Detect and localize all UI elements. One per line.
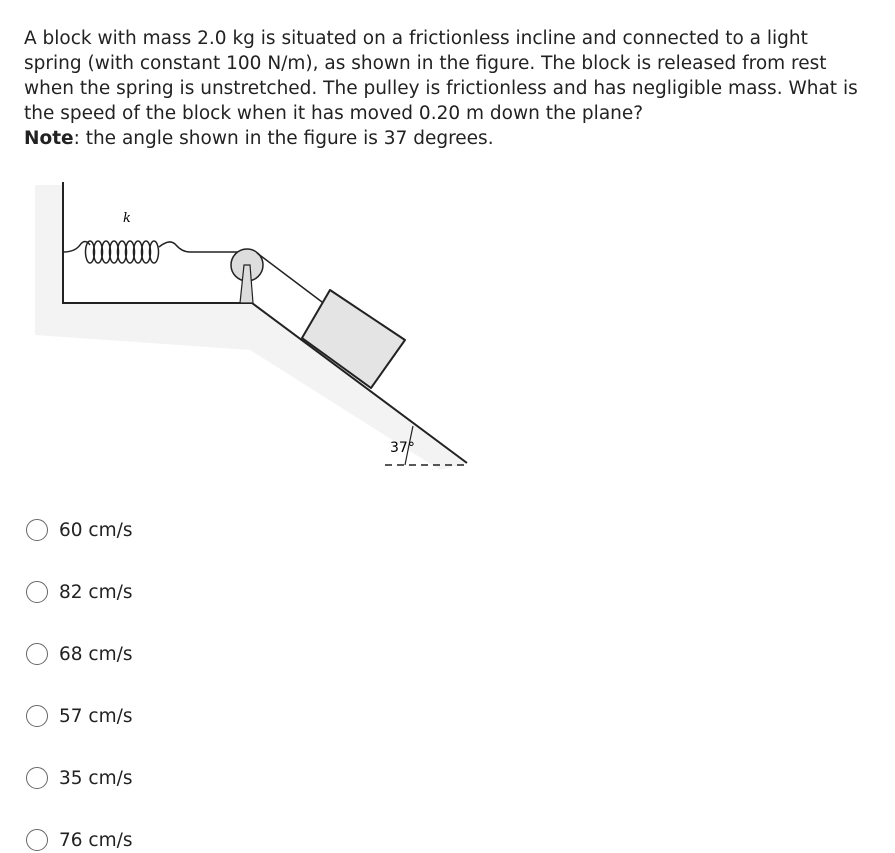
- radio-button[interactable]: [26, 705, 48, 727]
- option-2[interactable]: [26, 581, 133, 603]
- option-label: 57 cm/s: [59, 705, 133, 727]
- option-label: 76 cm/s: [59, 829, 133, 851]
- note-text: : the angle shown in the figure is 37 degrees.: [73, 128, 494, 149]
- ground-hatching: [35, 185, 467, 470]
- radio-button[interactable]: [26, 829, 48, 851]
- option-label: 60 cm/s: [59, 519, 133, 541]
- option-label: 35 cm/s: [59, 767, 133, 789]
- radio-button[interactable]: [26, 767, 48, 789]
- rope-incline: [257, 253, 322, 302]
- option-6[interactable]: [26, 829, 133, 851]
- option-3[interactable]: [26, 643, 133, 665]
- option-label: 82 cm/s: [59, 581, 133, 603]
- option-4[interactable]: [26, 705, 133, 727]
- option-1[interactable]: [26, 519, 133, 541]
- spring-coils: [86, 241, 159, 263]
- radio-button[interactable]: [26, 519, 48, 541]
- spring-constant-label: k: [123, 211, 131, 226]
- angle-label: 37°: [390, 440, 415, 456]
- option-label: 68 cm/s: [59, 643, 133, 665]
- radio-button[interactable]: [26, 643, 48, 665]
- note-label: Note: [24, 128, 74, 149]
- option-5[interactable]: [26, 767, 133, 789]
- radio-button[interactable]: [26, 581, 48, 603]
- rope-horizontal: [159, 242, 245, 252]
- question-body: A block with mass 2.0 kg is situated on a frictionless incline and connected to a light spring (with constant 100 N/m), as shown in the figure. The block is released from rest when the spring is unstretched. The pulley is frictionless and has negligible mass. What is the speed of the block when it has moved 0.20 m down the plane?: [24, 28, 858, 124]
